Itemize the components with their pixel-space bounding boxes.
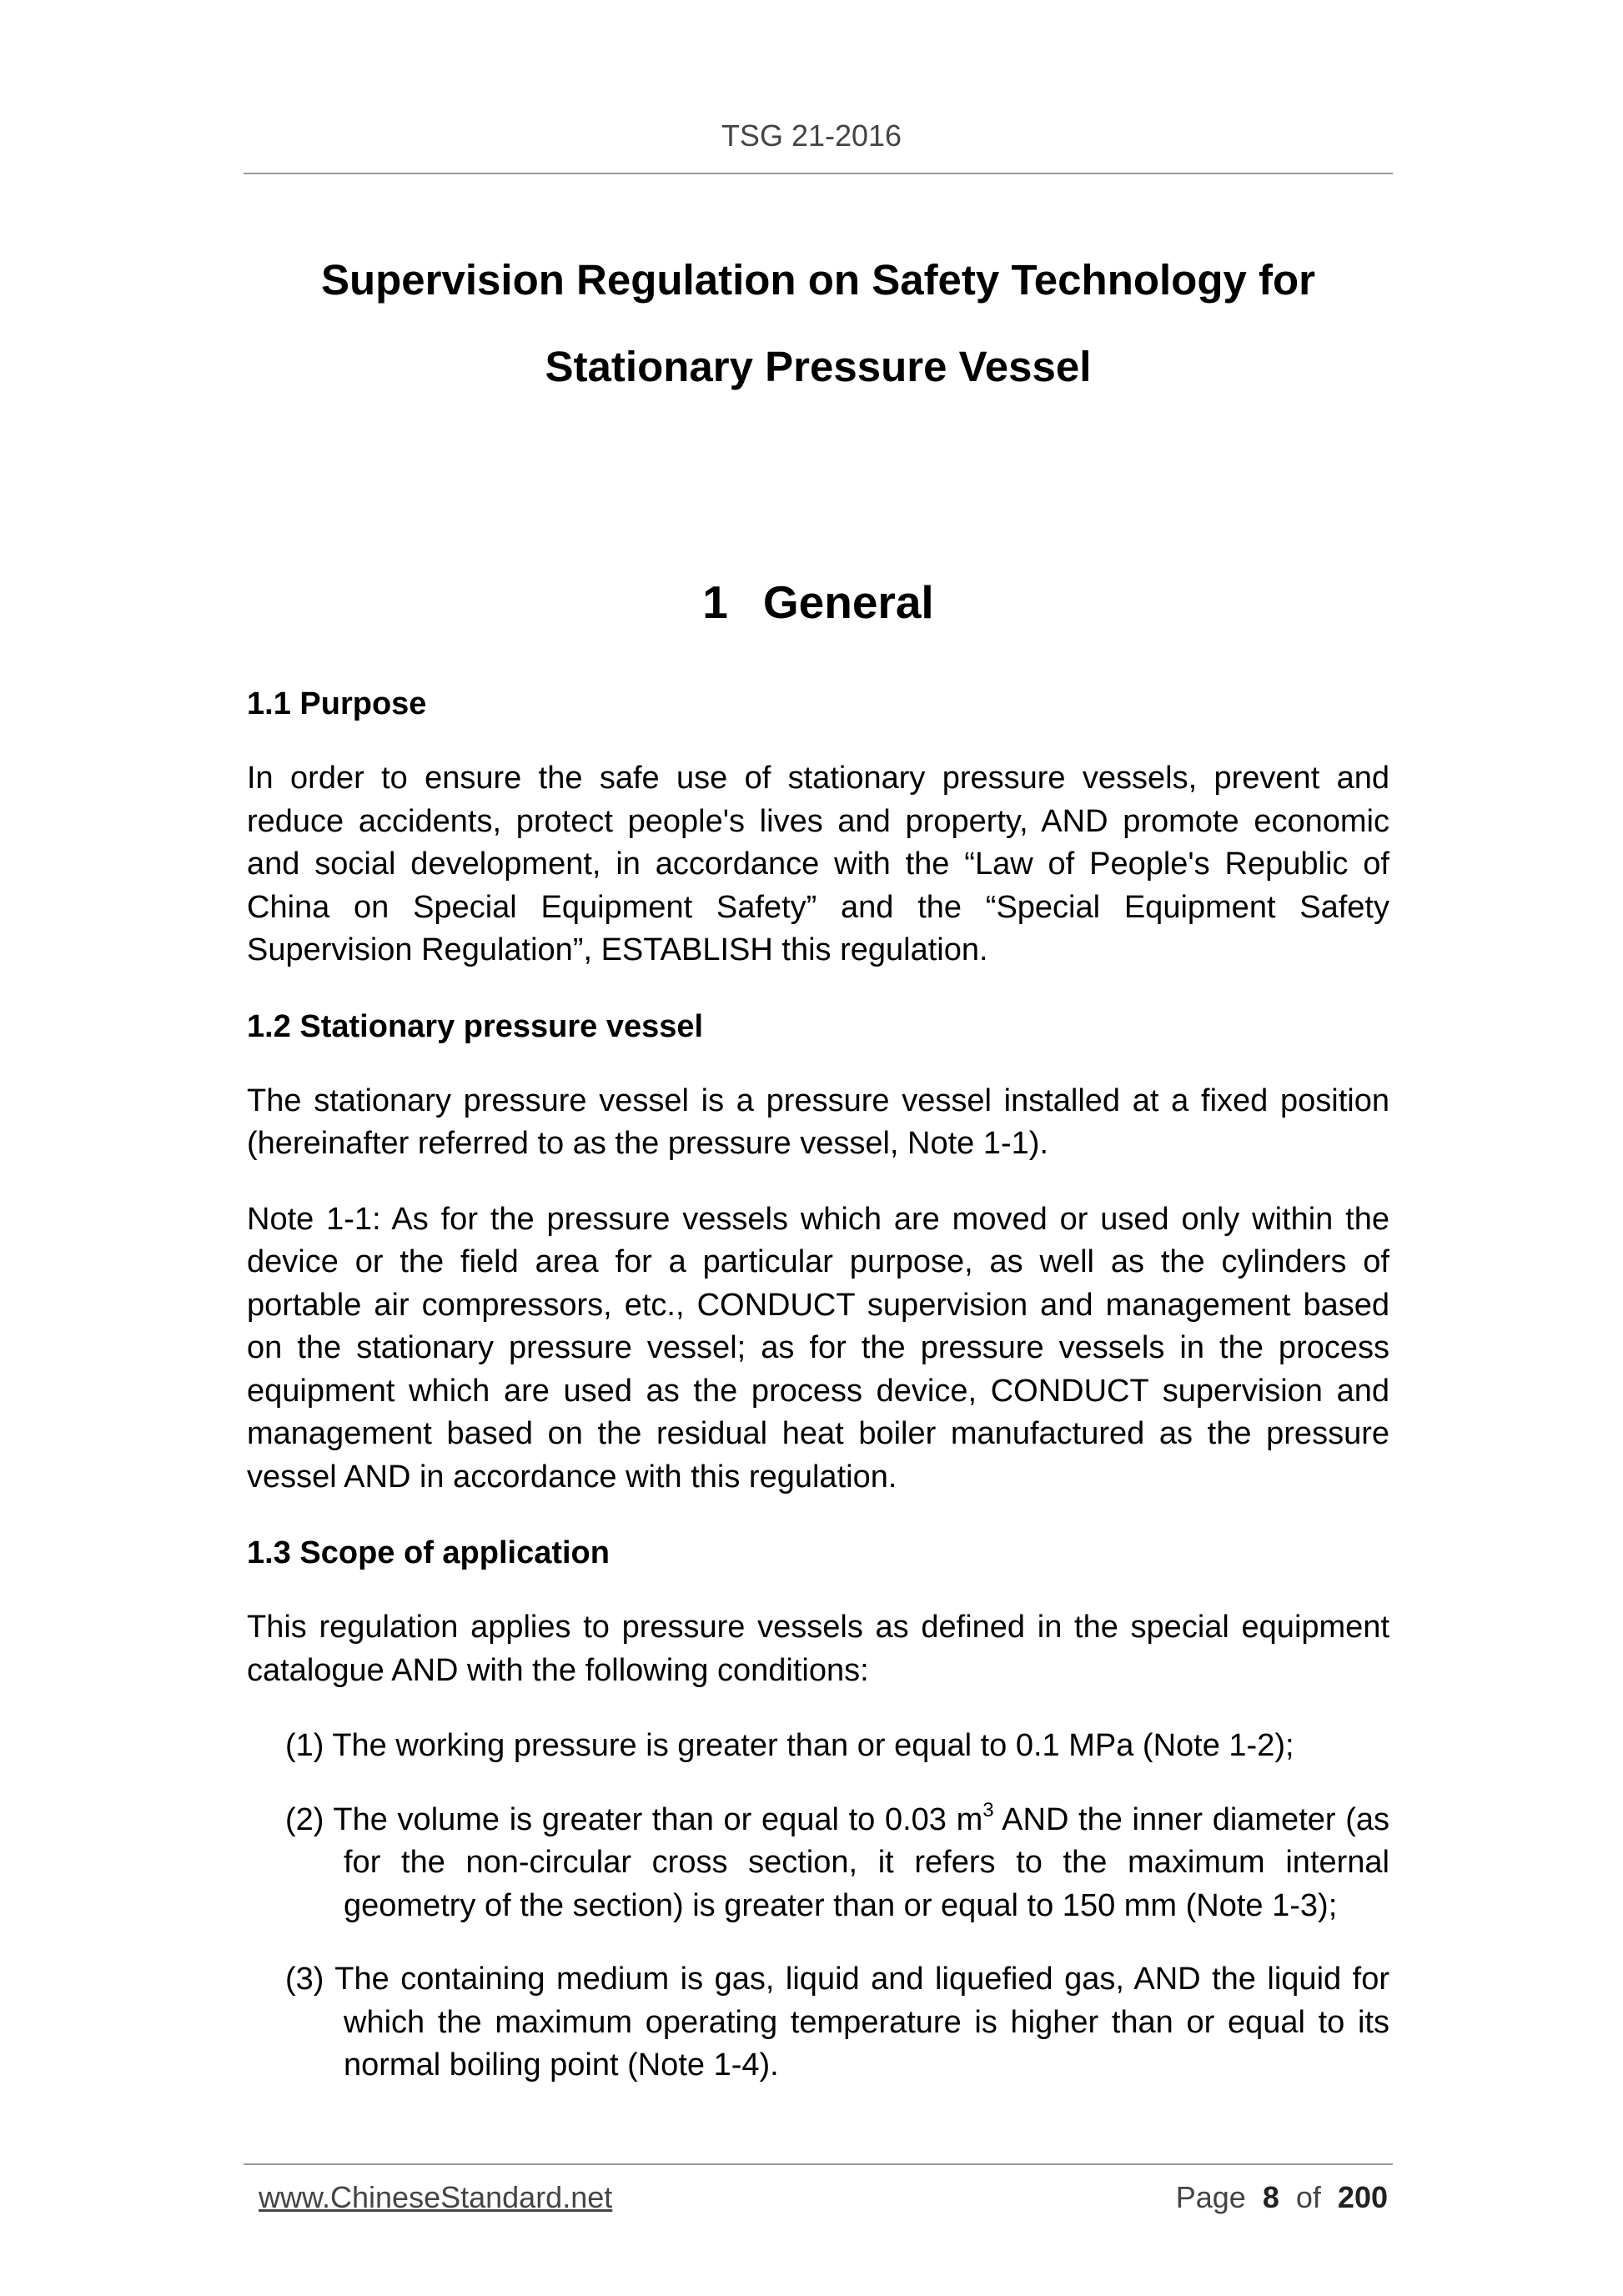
chapter-heading bbox=[244, 575, 1393, 629]
section-heading-1-2: 1.2 Stationary pressure vessel bbox=[247, 1008, 704, 1044]
page-number: 8 bbox=[1262, 2180, 1279, 2214]
superscript-cubic: 3 bbox=[982, 1798, 994, 1821]
chapter-number: 1 bbox=[702, 576, 728, 628]
page-label: Page bbox=[1175, 2180, 1246, 2214]
section-heading-1-3: 1.3 Scope of application bbox=[247, 1535, 610, 1570]
header-divider bbox=[244, 173, 1393, 174]
page-body bbox=[247, 682, 1389, 2118]
page-total: 200 bbox=[1337, 2180, 1388, 2214]
of-label: of bbox=[1295, 2180, 1321, 2214]
document-title-line-1: Supervision Regulation on Safety Technology for bbox=[320, 256, 1315, 304]
section-heading-1-1: 1.1 Purpose bbox=[247, 686, 427, 721]
condition-item-2 bbox=[285, 1799, 1389, 1928]
footer-divider bbox=[244, 2163, 1393, 2165]
section-1-1-paragraph: In order to ensure the safe use of stationary pressure vessels, prevent and reduce accidents, protect people's lives and property, AND promote economic and social development, in accordance with the “Law of People's Republic of China on Special Equipment Safety” and the “Special Equipment Safety Supervision Regulation”, ESTABLISH this regulation. bbox=[247, 761, 1389, 967]
document-title-line-2: Stationary Pressure Vessel bbox=[545, 343, 1092, 390]
document-code-header: TSG 21-2016 bbox=[721, 118, 902, 153]
condition-item-2-text-b: AND the inner diameter (as for the non-circular cross section, it refers to the maximum internal geometry of the section) is greater than or equal to 150 mm (Note 1-3); bbox=[344, 1801, 1389, 1923]
section-1-3-paragraph: This regulation applies to pressure vessels as defined in the special equipment catalogue AND with the following conditions: bbox=[247, 1610, 1389, 1688]
condition-item-2-text-a: (2) The volume is greater than or equal to 0.03 m bbox=[285, 1801, 983, 1837]
condition-item-3: (3) The containing medium is gas, liquid and liquefied gas, AND the liquid for which the maximum operating temperature is higher than or equal to its normal boiling point (Note 1-4). bbox=[285, 1962, 1389, 2082]
document-title bbox=[244, 237, 1393, 410]
page-indicator bbox=[1176, 2180, 1388, 2215]
website-link[interactable]: www.ChineseStandard.net bbox=[259, 2180, 613, 2214]
note-1-1: Note 1-1: As for the pressure vessels which are moved or used only within the device or the field area for a particular purpose, as well as the cylinders of portable air compressors, etc., CONDUCT supervision and management based on the stationary pressure vessel; as for the pressure vessels in the process equipment which are used as the process device, CONDUCT supervision and management based on the residual heat boiler manufactured as the pressure vessel AND in accordance with this regulation. bbox=[247, 1201, 1389, 1495]
section-1-2-paragraph: The stationary pressure vessel is a pressure vessel installed at a fixed position (hereinafter referred to as the pressure vessel, Note 1-1). bbox=[247, 1083, 1389, 1161]
condition-item-1: (1) The working pressure is greater than or equal to 0.1 MPa (Note 1-2); bbox=[285, 1728, 1294, 1763]
chapter-title: General bbox=[762, 576, 934, 628]
